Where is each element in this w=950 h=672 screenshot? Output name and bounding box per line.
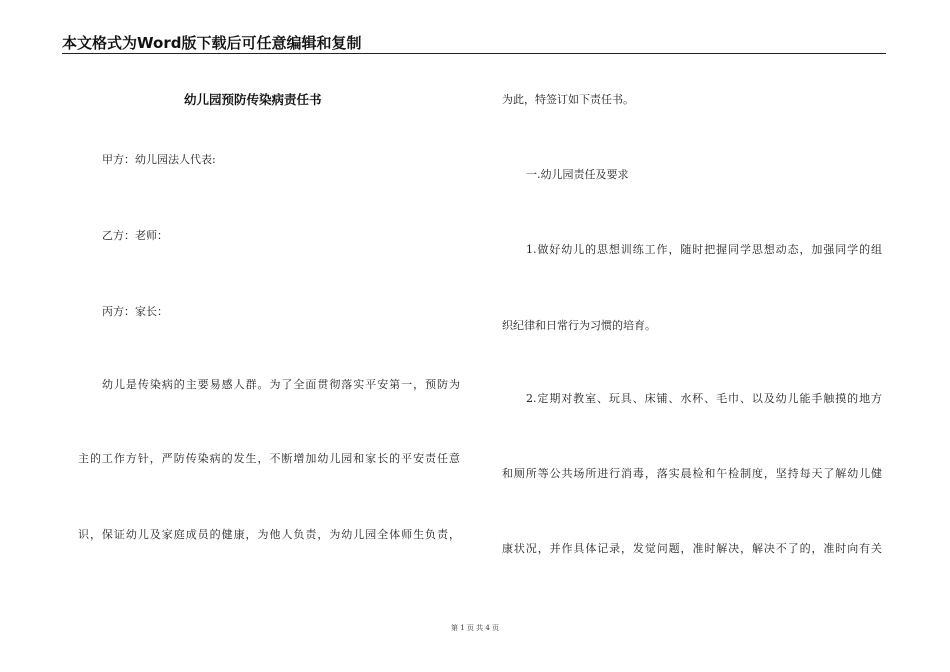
party-b-line: 乙方：老师： — [102, 229, 168, 242]
right-line-1: 为此，特签订如下责任书。 — [502, 93, 634, 106]
right-line-4: 织纪律和日常行为习惯的培育。 — [502, 319, 656, 332]
body-line-1: 幼儿是传染病的主要易感人群。为了全面贯彻落实平安第一，预防为 — [102, 378, 460, 391]
right-line-6: 和厕所等公共场所进行消毒，落实晨检和午检制度，坚持每天了解幼儿健 — [502, 467, 882, 480]
party-a-line: 甲方：幼儿园法人代表: — [102, 153, 216, 166]
body-line-3: 识，保证幼儿及家庭成员的健康，为他人负责，为幼儿园全体师生负责， — [78, 528, 460, 541]
party-c-line: 丙方：家长： — [102, 305, 168, 318]
header-text: 本文格式为Word版下载后可任意编辑和复制 — [62, 34, 362, 52]
document-title: 幼儿园预防传染病责任书 — [184, 92, 322, 107]
page-indicator: 第 1 页 共 4 页 — [450, 624, 500, 632]
section-heading: 一.幼儿园责任及要求 — [526, 168, 629, 181]
right-line-3: 1.做好幼儿的思想训练工作，随时把握同学思想动态，加强同学的组 — [526, 243, 882, 256]
document-header — [62, 33, 886, 54]
right-line-7: 康状况，并作具体记录，发觉问题，准时解决，解决不了的，准时向有关 — [502, 542, 882, 555]
body-line-2: 主的工作方针，严防传染病的发生，不断增加幼儿园和家长的平安责任意 — [78, 452, 460, 465]
right-line-5: 2.定期对教室、玩具、床铺、水杯、毛巾、以及幼儿能手触摸的地方 — [526, 392, 882, 405]
